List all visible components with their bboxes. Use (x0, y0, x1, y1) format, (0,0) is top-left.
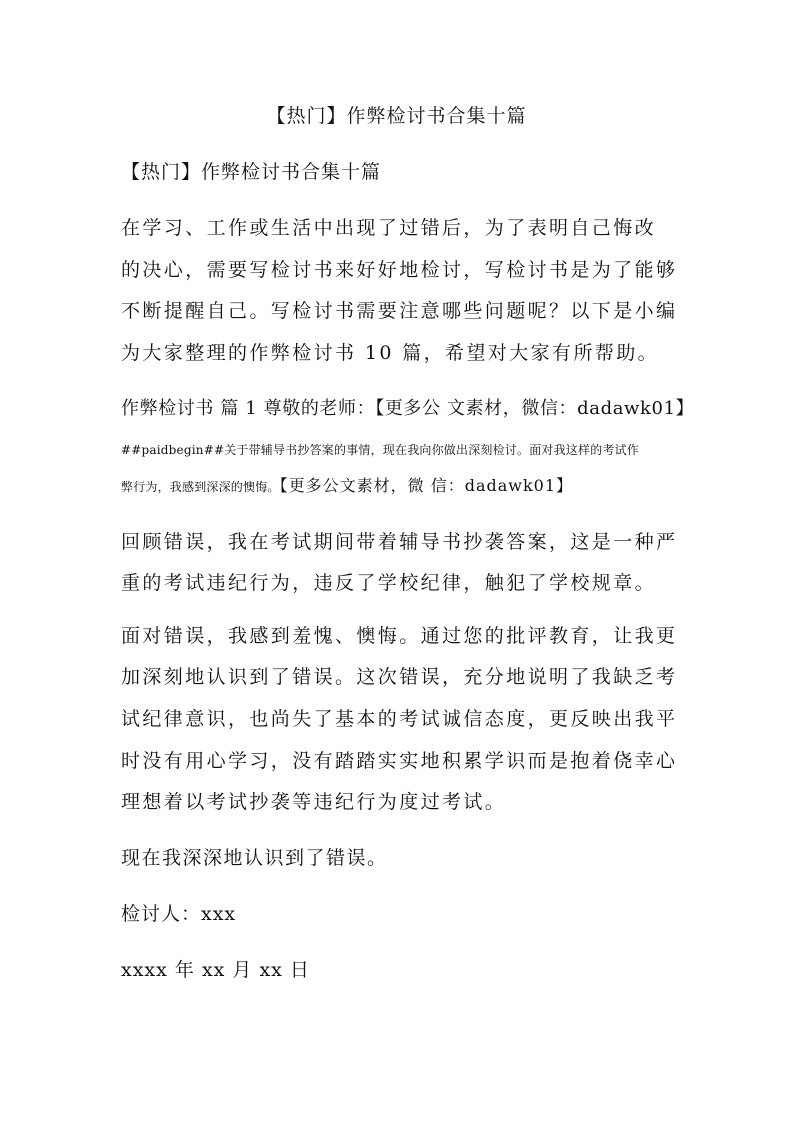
intro-line-2: 的决心，需要写检讨书来好好地检讨，写检讨书是为了能够 (121, 259, 678, 281)
para3-line-5: 理想着以考试抄袭等违纪行为度过考试。 (121, 791, 507, 813)
paid-line-2-text: 弊行为，我感到深深的懊悔。 (121, 480, 280, 494)
paid-line-2 (121, 476, 573, 497)
signature: 检讨人：xxx (121, 903, 237, 925)
para3-line-4: 时没有用心学习，没有踏踏实实地积累学识而是抱着侥幸心 (121, 750, 678, 772)
para3-line-1: 面对错误，我感到羞愧、懊悔。通过您的批评教育，让我更 (121, 625, 678, 647)
para2-line-1: 回顾错误，我在考试期间带着辅导书抄袭答案，这是一种严 (121, 531, 678, 553)
para4: 现在我深深地认识到了错误。 (121, 847, 388, 869)
document-subheading: 【热门】作弊检讨书合集十篇 (121, 161, 382, 183)
intro-line-4: 为大家整理的作弊检讨书 10 篇，希望对大家有所帮助。 (121, 342, 660, 364)
paid-line-2-promo: 【更多公文素材，微 信：dadawk01】 (279, 476, 574, 495)
para3-line-2: 加深刻地认识到了错误。这次错误，充分地说明了我缺乏考 (121, 666, 678, 688)
para3-line-3: 试纪律意识，也尚失了基本的考试诚信态度，更反映出我平 (121, 708, 678, 730)
document-heading: 【热门】作弊检讨书合集十篇 (266, 105, 527, 127)
promo-text: 【更多公 文素材，微信：dadawk01】 (375, 398, 695, 419)
date-line: xxxx 年 xx 月 xx 日 (121, 959, 310, 981)
section-line (121, 395, 694, 423)
paid-line-1: ##paidbegin##关于带辅导书抄答案的事情，现在我向你做出深刻检讨。面对我这样的考试作 (121, 443, 640, 457)
section-title: 作弊检讨书 篇 1 尊敬的老师： (121, 398, 376, 419)
para2-line-2: 重的考试违纪行为，违反了学校纪律，触犯了学校规章。 (121, 572, 657, 594)
intro-line-3: 不断提醒自己。写检讨书需要注意哪些问题呢？以下是小编 (121, 300, 678, 322)
intro-line-1: 在学习、工作或生活中出现了过错后，为了表明自己悔改 (121, 217, 657, 239)
